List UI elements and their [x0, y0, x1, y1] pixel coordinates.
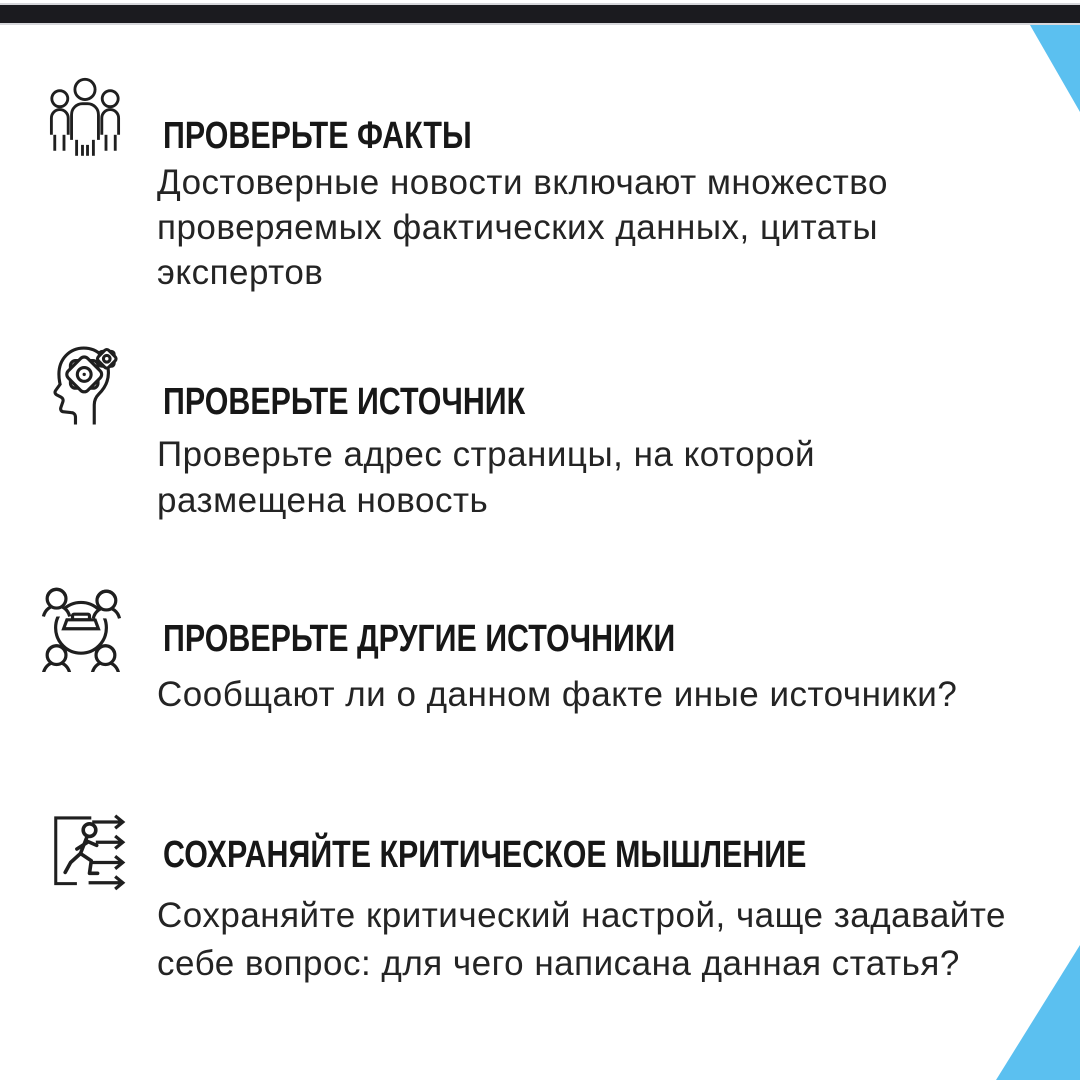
corner-triangle-top-right [1030, 25, 1080, 112]
section-title: ПРОВЕРЬТЕ ДРУГИЕ ИСТОЧНИКИ [163, 618, 676, 660]
section-body [157, 892, 1006, 988]
section-body-line: Проверьте адрес страницы, на которой [157, 435, 816, 474]
section-body [157, 672, 957, 718]
group-people-icon [43, 75, 127, 161]
section-body-line: размещена новость [157, 481, 489, 520]
section-body-line: Сохраняйте критический настрой, чаще задавайте [157, 896, 1006, 935]
section-body-line: проверяемых фактических данных, цитаты [157, 208, 879, 247]
section-body-line: Сообщают ли о данном факте иные источники? [157, 675, 958, 714]
section-title: ПРОВЕРЬТЕ ИСТОЧНИК [163, 381, 526, 423]
exit-running-icon [40, 803, 130, 895]
head-gears-icon [35, 338, 127, 432]
team-discussion-icon [34, 578, 128, 672]
section-body [157, 160, 888, 295]
section-body [157, 432, 815, 524]
section-title: ПРОВЕРЬТЕ ФАКТЫ [163, 115, 472, 157]
section-body-line: Достоверные новости включают множество [157, 163, 888, 202]
top-border-bar [0, 5, 1080, 23]
section-body-line: себе вопрос: для чего написана данная статья? [157, 944, 960, 983]
corner-triangle-bottom-right [994, 945, 1080, 1080]
section-body-line: экспертов [157, 253, 324, 292]
section-title: СОХРАНЯЙТЕ КРИТИЧЕСКОЕ МЫШЛЕНИЕ [163, 834, 807, 876]
